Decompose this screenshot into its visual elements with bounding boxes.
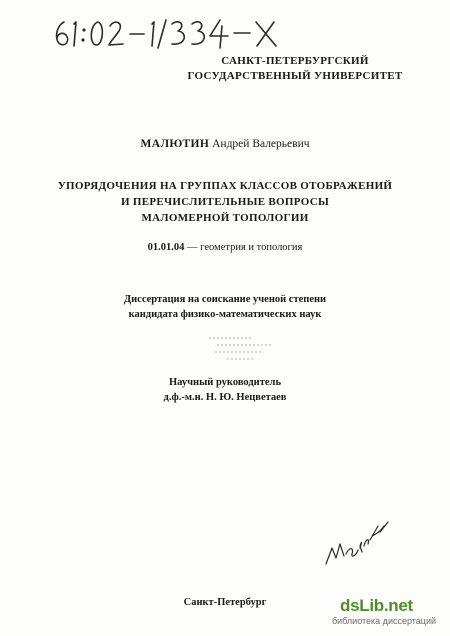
degree-line-2: кандидата физико-математических наук: [128, 309, 322, 320]
author-name: [0, 138, 450, 150]
author-surname: МАЛЮТИН: [140, 138, 210, 150]
handwritten-catalog-code: [52, 16, 302, 52]
university-line-2: ГОСУДАРСТВЕННЫЙ УНИВЕРСИТЕТ: [187, 70, 403, 82]
dslib-watermark[interactable]: [332, 596, 442, 630]
advisor-name: д.ф.-м.н. Н. Ю. Нецветаев: [163, 392, 287, 403]
title-line-2: И ПЕРЕЧИСЛИТЕЛЬНЫЕ ВОПРОСЫ: [120, 196, 330, 208]
degree-statement: [0, 292, 450, 322]
dissertation-title: [0, 178, 450, 226]
library-stamp: [205, 333, 275, 365]
city: Санкт-Петербург: [183, 597, 267, 608]
dslib-caption: библиотека диссертаций: [332, 616, 437, 626]
title-line-3: МАЛОМЕРНОЙ ТОПОЛОГИИ: [141, 212, 309, 224]
university-name: [160, 54, 430, 84]
specialty-name: — геометрия и топология: [187, 242, 303, 253]
specialty-code: 01.01.04: [147, 242, 185, 253]
specialty: [0, 242, 450, 253]
degree-line-1: Диссертация на соискание ученой степени: [123, 294, 327, 305]
advisor-label: Научный руководитель: [169, 377, 281, 388]
university-line-1: САНКТ-ПЕТЕРБУРГСКИЙ: [221, 55, 369, 67]
author-signature: [322, 518, 392, 568]
title-line-1: УПОРЯДОЧЕНИЯ НА ГРУППАХ КЛАССОВ ОТОБРАЖЕНИЙ: [57, 180, 393, 192]
author-given-names: Андрей Валерьевич: [212, 138, 310, 150]
dslib-logo: dsLib.net: [340, 596, 413, 615]
scientific-advisor: [0, 375, 450, 405]
